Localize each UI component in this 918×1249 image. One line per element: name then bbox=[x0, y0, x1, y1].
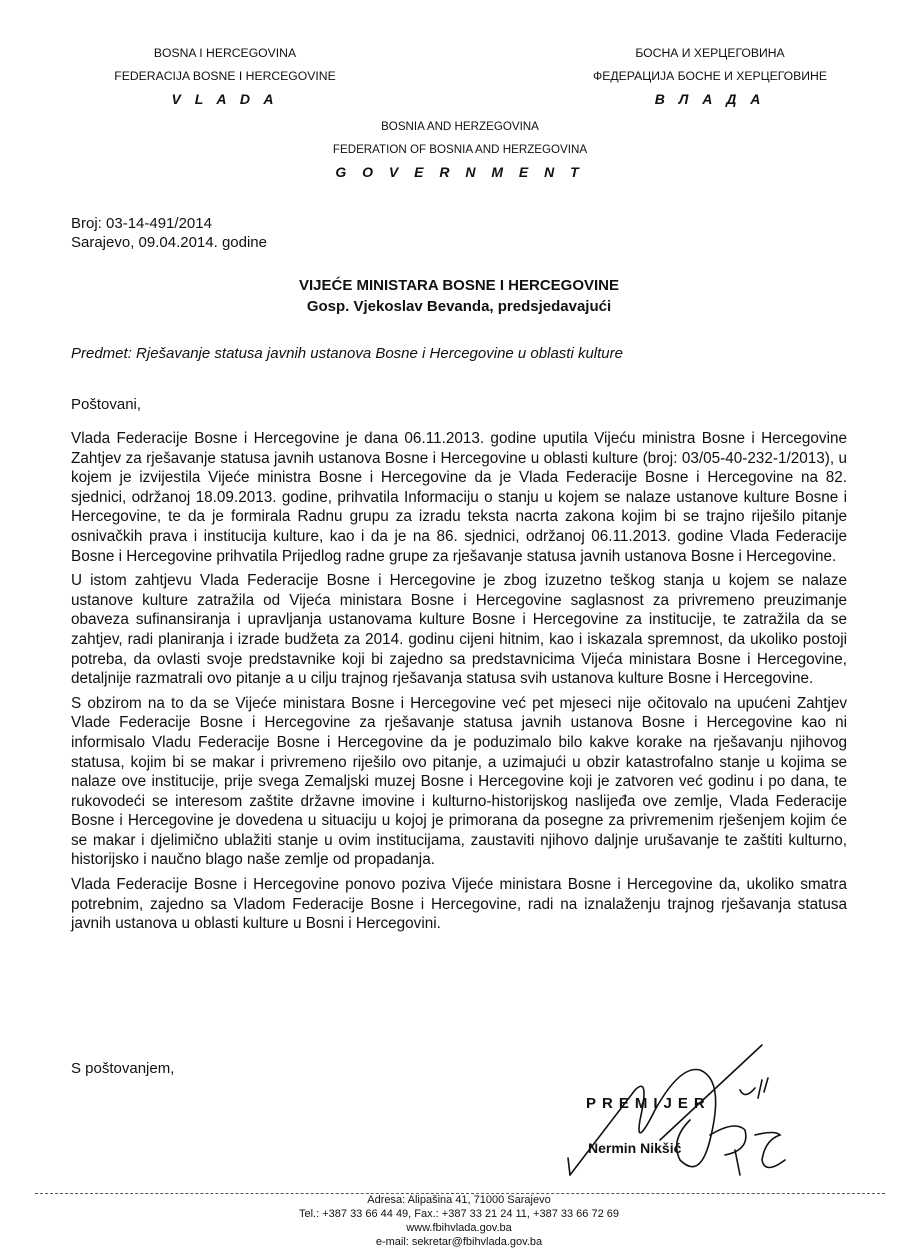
letterhead-country: BOSNA I HERCEGOVINA bbox=[153, 46, 297, 60]
letter-body bbox=[71, 429, 847, 939]
footer-address: Adresa: Alipašina 41, 71000 Sarajevo bbox=[367, 1194, 551, 1206]
recipient-block bbox=[0, 275, 918, 317]
salutation: Poštovani, bbox=[71, 396, 142, 413]
paragraph: Vlada Federacije Bosne i Hercegovine je dana 06.11.2013. godine uputila Vijeću ministra Bosne i Hercegovine Zahtjev za rješavanje statusa javnih ustanova Bosne i Hercegovine u oblasti kulture (broj: 03/05-40-232-1/2013), u kojem je izvijestila Vijeće ministra Bosne i Hercegovine da je Vlada Federacije Bosne i Hercegovine na 82. sjednici, održanoj 18.09.2013. godine, prihvatila Informaciju o stanju u kojem se nalaze ustanove kulture Bosne i Hercegovine, te da je formirala Radnu grupu za izradu teksta nacrta zakona kojim bi se trajno riješilo pitanje osnivačkih prava i institucija kulture, kao i da je na 86. sjednici, održanoj 06.11.2013. godine Vlada Federacije Bosne i Hercegovine prihvatila Prijedlog radne grupe za rješavanje statusa javnih ustanova Bosne i Hercegovine. bbox=[71, 430, 847, 565]
letterhead-government-cyrillic: В Л А Д А bbox=[654, 91, 766, 107]
letterhead-government: V L A D A bbox=[171, 91, 279, 107]
footer-website[interactable]: www.fbihvlada.gov.ba bbox=[406, 1222, 512, 1234]
paragraph: S obzirom na to da se Vijeće ministara Bosne i Hercegovine već pet mjeseci nije očitovalo na upućeni Zahtjev Vlade Federacije Bosne i Hercegovine za rješavanje statusa javnih ustanova Bosne i Hercegovine kao ni informisalo Vladu Federacije Bosne i Hercegovine da je poduzimalo bilo kakve korake na rješavanju njihovog statusa, kojim bi se makar i privremeno riješilo ovo pitanje, a uzimajući u obzir katastrofalno stanje u kojima se nalaze ove institucije, prije svega Zemaljski muzej Bosne i Hercegovine koji je zatvoren već godinu i po dana, te rukovodeći se interesom zaštite državne imovine i kulturno-historijskog naslijeđa ove zemlje, Vlada Federacije Bosne i Hercegovine je dovedena u situaciju u kojoj je primorana da posegne za privremenim rješenjem kojim će se makar i djelimično ublažiti stanje u ovim institucijama, zaustaviti njihovo daljnje urušavanje te zaštiti kulturno, historijsko i naučno blago naše zemlje od propadanja. bbox=[71, 694, 847, 869]
handwritten-signature-icon bbox=[540, 1040, 800, 1190]
letterhead-federation-english: FEDERATION OF BOSNIA AND HERZEGOVINA bbox=[332, 143, 588, 156]
letterhead-country-english: BOSNIA AND HERZEGOVINA bbox=[381, 120, 539, 133]
footer bbox=[0, 1193, 918, 1249]
paragraph: Vlada Federacije Bosne i Hercegovine ponovo poziva Vijeće ministara Bosne i Hercegovine da, ukoliko smatra potrebnim, zajedno sa Vladom Federacije Bosne i Hercegovine, radi na iznalaženju trajnog rješavanja statusa javnih ustanova u oblasti kulture u Bosni i Hercegovini. bbox=[71, 876, 847, 933]
recipient-institution: VIJEĆE MINISTARA BOSNE I HERCEGOVINE bbox=[298, 277, 620, 294]
letterhead-country-cyrillic: БОСНА И ХЕРЦЕГОВИНА bbox=[635, 46, 785, 60]
document-number: Broj: 03-14-491/2014 bbox=[71, 215, 212, 232]
footer-email[interactable]: e-mail: sekretar@fbihvlada.gov.ba bbox=[375, 1236, 543, 1248]
letterhead-bosnian-latin bbox=[60, 42, 390, 111]
signatory-title: PREMIJER bbox=[586, 1095, 711, 1112]
letterhead-bosnian-cyrillic bbox=[530, 42, 890, 111]
recipient-person: Gosp. Vjekoslav Bevanda, predsjedavajući bbox=[306, 298, 612, 315]
letterhead-government-english: G O V E R N M E N T bbox=[335, 164, 585, 180]
paragraph: U istom zahtjevu Vlada Federacije Bosne i Hercegovine je zbog izuzetno teškog stanja u kojem se nalaze ustanove kulture zatražila od Vijeća ministara Bosne i Hercegovine saglasnost za privremeno preuzimanje obaveza sufinansiranja i upravljanja ustanovama kulture Bosne i Hercegovine za institucije, te zatražila da se zahtjev, radi planiranja i izrade budžeta za 2014. godinu cijeni hitnim, kao i iskazala spremnost, da ukoliko postoji potreba, da ovlasti svoje predstavnike koji bi zajedno sa predstavnicima Vijeća ministara Bosne i Hercegovine, detaljnije razmatrali ovo pitanje a u cilju trajnog rješavanja statusa svih ustanova kulture Bosne i Hercegovine. bbox=[71, 572, 847, 688]
subject-line: Predmet: Rješavanje statusa javnih ustanova Bosne i Hercegovine u oblasti kulture bbox=[71, 345, 623, 362]
document-place-date: Sarajevo, 09.04.2014. godine bbox=[71, 234, 267, 251]
letterhead-federation-cyrillic: ФЕДЕРАЦИЈА БОСНЕ И ХЕРЦЕГОВИНЕ bbox=[593, 69, 827, 83]
signature-block bbox=[540, 1040, 800, 1190]
letterhead-federation: FEDERACIJA BOSNE I HERCEGOVINE bbox=[114, 69, 336, 83]
closing: S poštovanjem, bbox=[71, 1060, 175, 1077]
signatory-name: Nermin Nikšić bbox=[588, 1140, 682, 1156]
footer-phone: Tel.: +387 33 66 44 49, Fax.: +387 33 21 24 11, +387 33 66 72 69 bbox=[299, 1208, 619, 1220]
letterhead-english bbox=[270, 115, 650, 184]
document-meta bbox=[71, 214, 267, 252]
